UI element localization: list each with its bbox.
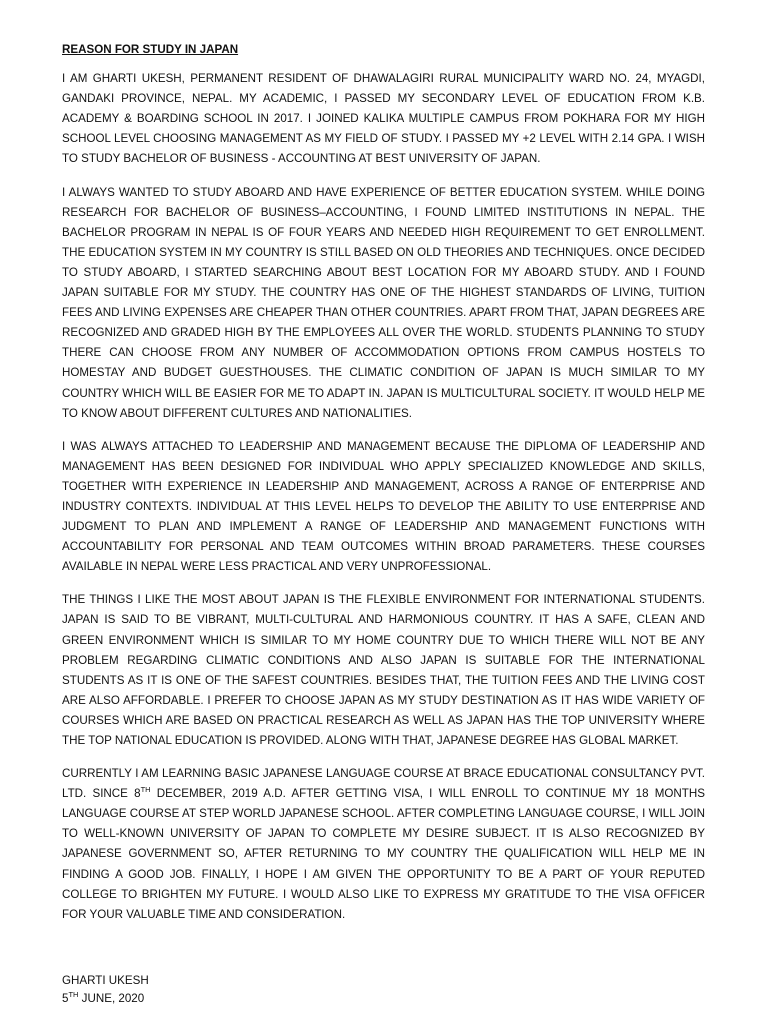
paragraph-current-study xyxy=(62,764,705,925)
signature-block xyxy=(62,972,149,1007)
current-study-text-start: CURRENTLY I AM LEARNING BASIC JAPANESE LANGUAGE COURSE AT BRACE EDUCATIONAL CONSULTANCY PVT. LTD. SINCE 8 xyxy=(62,767,705,801)
signature-date-day: 5 xyxy=(62,991,69,1005)
paragraph-leadership: I WAS ALWAYS ATTACHED TO LEADERSHIP AND MANAGEMENT BECAUSE THE DIPLOMA OF LEADERSHIP AND MANAGEMENT HAS BEEN DESIGNED FOR INDIVIDUAL WHO APPLY SPECIALIZED KNOWLEDGE AND SKILLS, TOGETHER WITH EXPERIENCE IN LEADERSHIP AND MANAGEMENT, ACROSS A RANGE OF ENTERPRISE AND INDUSTRY CONTEXTS. INDIVIDUAL AT THIS LEVEL HELPS TO DEVELOP THE ABILITY TO USE ENTERPRISE AND JUDGMENT TO PLAN AND IMPLEMENT A RANGE OF LEADERSHIP AND MANAGEMENT FUNCTIONS WITH ACCOUNTABILITY FOR PERSONAL AND TEAM OUTCOMES WITHIN BROAD PARAMETERS. THESE COURSES AVAILABLE IN NEPAL WERE LESS PRACTICAL AND VERY UNPROFESSIONAL. xyxy=(62,439,705,574)
ordinal-suffix: TH xyxy=(140,785,151,795)
document-body xyxy=(62,40,705,938)
paragraph-environment: THE THINGS I LIKE THE MOST ABOUT JAPAN IS THE FLEXIBLE ENVIRONMENT FOR INTERNATIONAL STUDENTS. JAPAN IS SAID TO BE VIBRANT, MULTI-CULTURAL AND HARMONIOUS COUNTRY. IT HAS A SAFE, CLEAN AND GREEN ENVIRONMENT WHICH IS SIMILAR TO MY HOME COUNTRY DUE TO WHICH THERE WILL NOT BE ANY PROBLEM REGARDING CLIMATIC CONDITIONS AND ALSO JAPAN IS SUITABLE FOR THE INTERNATIONAL STUDENTS AS IT IS ONE OF THE SAFEST COUNTRIES. BESIDES THAT, THE TUITION FEES AND THE LIVING COST ARE ALSO AFFORDABLE. I PREFER TO CHOOSE JAPAN AS MY STUDY DESTINATION AS IT HAS WIDE VARIETY OF COURSES WHICH ARE BASED ON PRACTICAL RESEARCH AS WELL AS JAPAN HAS THE TOP UNIVERSITY WHERE THE TOP NATIONAL EDUCATION IS PROVIDED. ALONG WITH THAT, JAPANESE DEGREE HAS GLOBAL MARKET. xyxy=(62,593,705,747)
current-study-text-end: DECEMBER, 2019 A.D. AFTER GETTING VISA, I WILL ENROLL TO CONTINUE MY 18 MONTHS LANGUAGE COURSE AT STEP WORLD JAPANESE SCHOOL. AFTER COMPLETING LANGUAGE COURSE, I WILL JOIN TO WELL-KNOWN UNIVERSITY OF JAPAN TO COMPLETE MY DESIRE SUBJECT. IT IS ALSO RECOGNIZED BY JAPANESE GOVERNMENT SO, AFTER RETURNING TO MY COUNTRY THE QUALIFICATION WILL HELP ME IN FINDING A GOOD JOB. FINALLY, I HOPE I AM GIVEN THE OPPORTUNITY TO BE A PART OF YOUR REPUTED COLLEGE TO BRIGHTEN MY FUTURE. I WOULD ALSO LIKE TO EXPRESS MY GRATITUDE TO THE VISA OFFICER FOR YOUR VALUABLE TIME AND CONSIDERATION. xyxy=(62,787,705,921)
signature-date-suffix: TH xyxy=(68,989,79,999)
paragraph-background: I AM GHARTI UKESH, PERMANENT RESIDENT OF DHAWALAGIRI RURAL MUNICIPALITY WARD NO. 24, MYAGDI, GANDAKI PROVINCE, NEPAL. MY ACADEMIC, I PASSED MY SECONDARY LEVEL OF EDUCATION FROM K.B. ACADEMY & BOARDING SCHOOL IN 2017. I JOINED KALIKA MULTIPLE CAMPUS FROM POKHARA FOR MY HIGH SCHOOL LEVEL CHOOSING MANAGEMENT AS MY FIELD OF STUDY. I PASSED MY +2 LEVEL WITH 2.14 GPA. I WISH TO STUDY BACHELOR OF BUSINESS - ACCOUNTING AT BEST UNIVERSITY OF JAPAN. xyxy=(62,72,705,166)
signature-name: GHARTI UKESH xyxy=(62,974,149,987)
signature-date-rest: JUNE, 2020 xyxy=(78,991,145,1005)
paragraph-why-japan: I ALWAYS WANTED TO STUDY ABOARD AND HAVE EXPERIENCE OF BETTER EDUCATION SYSTEM. WHILE DOING RESEARCH FOR BACHELOR OF BUSINESS–ACCOUNTING, I FOUND LIMITED INSTITUTIONS IN NEPAL. THE BACHELOR PROGRAM IN NEPAL IS OF FOUR YEARS AND NEEDED HIGH REQUIREMENT TO GET ENROLLMENT. THE EDUCATION SYSTEM IN MY COUNTRY IS STILL BASED ON OLD THEORIES AND TECHNIQUES. ONCE DECIDED TO STUDY ABOARD, I STARTED SEARCHING ABOUT BEST LOCATION FOR MY ABOARD STUDY. AND I FOUND JAPAN SUITABLE FOR MY STUDY. THE COUNTRY HAS ONE OF THE HIGHEST STANDARDS OF LIVING, TUITION FEES AND LIVING EXPENSES ARE CHEAPER THAN OTHER COUNTRIES. APART FROM THAT, JAPAN DEGREES ARE RECOGNIZED AND GRADED HIGH BY THE EMPLOYEES ALL OVER THE WORLD. STUDENTS PLANNING TO STUDY THERE CAN CHOOSE FROM ANY NUMBER OF ACCOMMODATION OPTIONS FROM CAMPUS HOSTELS TO HOMESTAY AND BUDGET GUESTHOUSES. THE CLIMATIC CONDITION OF JAPAN IS MUCH SIMILAR TO MY COUNTRY WHICH WILL BE EASIER FOR ME TO ADAPT IN. JAPAN IS MULTICULTURAL SOCIETY. IT WOULD HELP ME TO KNOW ABOUT DIFFERENT CULTURES AND NATIONALITIES. xyxy=(62,185,705,420)
signature-date xyxy=(62,990,149,1008)
document-title: REASON FOR STUDY IN JAPAN xyxy=(62,43,239,56)
